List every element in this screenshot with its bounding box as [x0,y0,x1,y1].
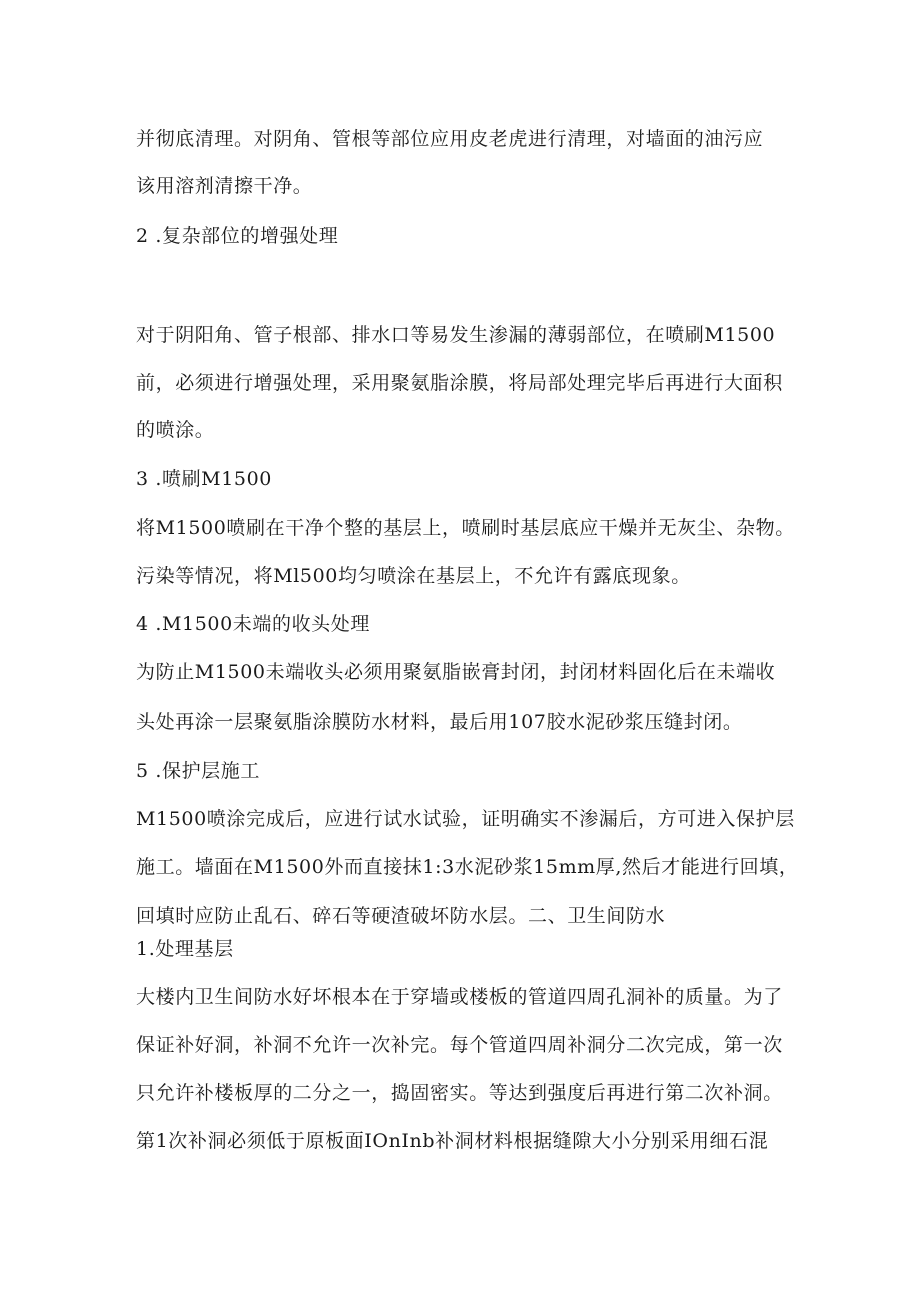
paragraph-3-line-1: 将M1500喷刷在干净个整的基层上，喷刷时基层底应干燥并无灰尘、杂物。 [136,517,795,539]
paragraph-1-line-2: 该用溶剂清擦干净。 [136,175,313,197]
paragraph-5-line-1: M1500喷涂完成后，应进行试水试验，证明确实不渗漏后，方可进入保护层 [136,808,795,830]
paragraph-4-line-1: 为防止M1500未端收头必须用聚氨脂嵌膏封闭，封闭材料固化后在未端收 [136,661,776,683]
paragraph-6-line-1: 大楼内卫生间防水好坏根本在于穿墙或楼板的管道四周孔洞补的质量。为了 [136,986,783,1008]
paragraph-4-line-2: 头处再涂一层聚氨脂涂膜防水材料，最后用107胶水泥砂浆压缝封闭。 [136,711,743,733]
paragraph-5-line-2: 施工。墙面在M1500外而直接抹1:3水泥砂浆15mm厚,然后才能进行回填， [136,856,799,878]
paragraph-6-line-2: 保证补好洞，补洞不允许一次补完。每个管道四周补洞分二次完成，第一次 [136,1034,783,1056]
section-heading-4: 4 .M1500未端的收头处理 [136,613,370,635]
paragraph-5-line-3: 回填时应防止乱石、碎石等硬渣破坏防水层。二、卫生间防水 [136,905,666,927]
paragraph-2-line-2: 前，必须进行增强处理，采用聚氨脂涂膜，将局部处理完毕后再进行大面积 [136,372,783,394]
paragraph-2-line-3: 的喷涂。 [136,419,215,441]
paragraph-6-line-3: 只允许补楼板厚的二分之一，捣固密实。等达到强度后再进行第二次补洞。 [136,1082,783,1104]
paragraph-2-line-1: 对于阴阳角、管子根部、排水口等易发生渗漏的薄弱部位，在喷刷M1500 [136,324,776,346]
section-heading-1: 1.处理基层 [136,938,234,960]
section-heading-2: 2 .复杂部位的增强处理 [136,225,339,247]
paragraph-6-line-4: 第1次补洞必须低于原板面IOnInb补洞材料根据缝隙大小分别采用细石混 [136,1130,769,1152]
section-heading-3: 3 .喷刷M1500 [136,468,272,490]
section-heading-5: 5 .保护层施工 [136,760,260,782]
paragraph-1-line-1: 并彻底清理。对阴角、管根等部位应用皮老虎进行清理，对墙面的油污应 [136,128,764,150]
paragraph-3-line-2: 污染等情况，将Ml500均匀喷涂在基层上，不允许有露底现象。 [136,565,691,587]
